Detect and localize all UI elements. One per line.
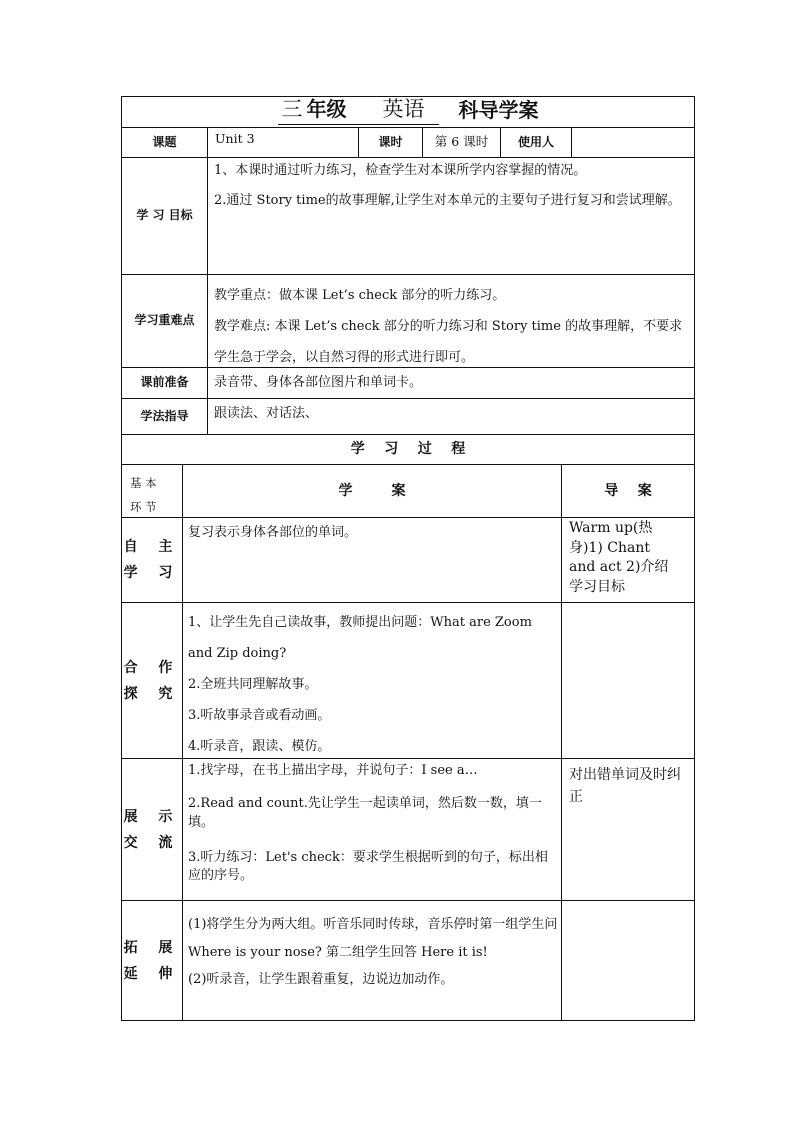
basic-stage-header-line: 环 节 [130, 500, 157, 514]
stage-content-line: 1.找字母，在书上描出字母，并说句子：I see a… [188, 763, 478, 778]
stage-content-line: 1、让学生先自己读故事，教师提出问题：What are Zoom and Zip doing? [188, 615, 532, 661]
basic-stage-header-line: 基 本 [130, 476, 157, 490]
stage-content-line: 3.听故事录音或看动画。 [188, 708, 331, 723]
title-grade: 三 [278, 94, 307, 125]
stage-guide: Warm up(热身)1) Chant and act 2)介绍学习目标 [569, 520, 669, 595]
stage-name-line: 探 究 [123, 685, 181, 702]
topic-label: 课题 [152, 134, 177, 149]
stage-name [122, 518, 182, 602]
title-grade-suffix: 年级 [307, 95, 355, 125]
key-points-content [214, 280, 688, 373]
stage-content [188, 911, 558, 990]
study-column-header: 学 案 [338, 482, 406, 499]
stage-name-line: 自 主 [123, 539, 181, 555]
preparation-value: 录音带、身体各部位图片和单词卡。 [214, 374, 423, 390]
stage-name [122, 759, 182, 900]
stage-content-line: 2.Read and count.先让学生一起读单词，然后数一数，填一填。 [188, 795, 542, 830]
guide-column-header: 导 案 [604, 482, 652, 499]
objectives-label: 学 习 目标 [136, 208, 193, 223]
key-point-item: 教学难点: 本课 Let’s check 部分的听力练习和 Story time 的故事理解，不要求学生急于学会，以自然习得的形式进行即可。 [214, 319, 683, 365]
user-label: 使用人 [517, 134, 554, 149]
method-value: 跟读法、对话法、 [214, 405, 319, 421]
preparation-label: 课前准备 [140, 375, 189, 390]
user-value [572, 128, 694, 157]
stage-content-line: 4.听录音，跟读、模仿。 [188, 739, 331, 754]
title-subject: 英语 [355, 94, 439, 125]
stage-name-line: 交 流 [123, 834, 181, 851]
stage-content-line: (2)听录音，让学生跟着重复，边说边加动作。 [188, 972, 454, 987]
process-header: 学 习 过 程 [350, 441, 466, 458]
method-label: 学法指导 [140, 408, 189, 423]
stage-name-line: 拓 展 [123, 939, 181, 956]
period-label: 课时 [378, 134, 403, 149]
stage-name-line: 合 作 [123, 659, 181, 676]
page-title [122, 97, 694, 127]
lesson-plan-table [121, 96, 695, 1021]
topic-value: Unit 3 [215, 131, 255, 146]
period-value: 第 6 课时 [434, 134, 489, 150]
stage-content-line: 2.全班共同理解故事。 [188, 677, 318, 692]
key-point-item: 教学重点：做本课 Let’s check 部分的听力练习。 [214, 288, 506, 303]
stage-content [188, 762, 558, 886]
objective-item: 1、本课时通过听力练习，检查学生对本课所学内容掌握的情况。 [214, 163, 587, 178]
stage-content-line: (1)将学生分为两大组。听音乐同时传球，音乐停时第一组学生问 Where is your nose? 第二组学生回答 Here it is! [188, 917, 558, 960]
objective-item: 2.通过 Story time的故事理解,让学生对本单元的主要句子进行复习和尝试理解。 [214, 192, 681, 208]
stage-name [122, 603, 182, 758]
basic-stage-header [122, 465, 182, 517]
stage-name-line: 延 伸 [123, 965, 181, 982]
title-suffix: 科导学案 [458, 98, 539, 122]
objectives-content [214, 161, 692, 210]
stage-name [122, 901, 182, 1020]
stage-content-line: 复习表示身体各部位的单词。 [188, 525, 358, 540]
stage-name-line: 学 习 [123, 565, 181, 581]
stage-guide: 对出错单词及时纠正 [569, 767, 681, 806]
stage-name-line: 展 示 [123, 808, 181, 825]
stage-content [188, 607, 556, 762]
stage-content-line: 3.听力练习：Let's check：要求学生根据听到的句子，标出相应的序号。 [188, 849, 548, 884]
stage-content [188, 524, 556, 543]
key-points-label: 学习重难点 [134, 313, 195, 328]
